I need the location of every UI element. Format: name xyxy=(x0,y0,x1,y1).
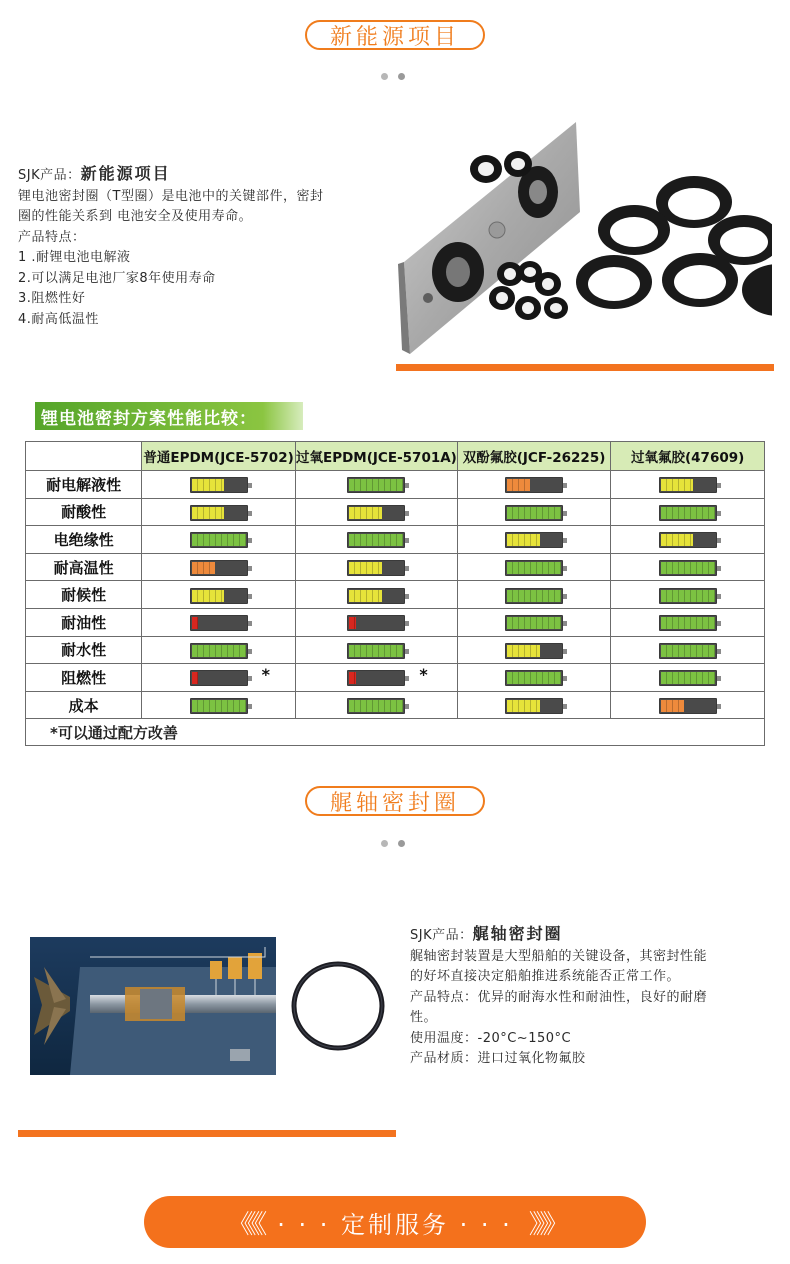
dot xyxy=(381,73,388,80)
description-line: 产品特点：优异的耐海水性和耐油性，良好的耐磨 xyxy=(410,989,708,1005)
rating-wrap xyxy=(659,530,717,549)
rating-wrap xyxy=(347,502,405,521)
rating-wrap xyxy=(505,585,563,604)
battery-level-fill xyxy=(661,700,684,712)
row-label: 耐油性 xyxy=(26,608,142,636)
rating-wrap xyxy=(659,475,717,494)
section-divider-dots xyxy=(381,840,405,847)
rating-wrap xyxy=(505,640,563,659)
rating-cell xyxy=(457,581,610,609)
rating-wrap xyxy=(505,613,563,632)
product-heading xyxy=(410,924,770,947)
battery-level-fill xyxy=(661,507,715,519)
row-label: 耐候性 xyxy=(26,581,142,609)
new-energy-description xyxy=(18,164,393,330)
table-row xyxy=(26,471,765,499)
rating-cell xyxy=(611,553,765,581)
battery-icon xyxy=(505,698,563,714)
row-label: 成本 xyxy=(26,691,142,719)
rating-cell xyxy=(611,526,765,554)
rating-wrap xyxy=(347,640,405,659)
rating-wrap xyxy=(347,585,405,604)
table-header-row xyxy=(26,442,765,471)
column-header: 普通EPDM(JCE-5702) xyxy=(142,442,296,471)
rating-cell xyxy=(457,691,610,719)
battery-level-fill xyxy=(661,479,694,491)
feature-item: 3.阻燃性好 xyxy=(18,291,86,306)
product-heading xyxy=(18,164,393,187)
rating-wrap xyxy=(347,558,405,577)
battery-level-fill xyxy=(349,507,382,519)
rating-cell xyxy=(142,664,296,692)
dot xyxy=(398,840,405,847)
battery-icon xyxy=(505,560,563,576)
battery-icon xyxy=(347,477,405,493)
battery-icon xyxy=(347,670,405,686)
stern-shaft-description xyxy=(410,924,770,1070)
rating-cell xyxy=(142,471,296,499)
rating-cell xyxy=(295,664,457,692)
rating-wrap xyxy=(659,668,717,687)
battery-level-fill xyxy=(192,700,246,712)
orange-divider xyxy=(396,364,774,371)
column-header: 过氧EPDM(JCE-5701A) xyxy=(295,442,457,471)
battery-level-fill xyxy=(661,534,694,546)
footnote-star: * xyxy=(419,664,428,684)
rating-cell xyxy=(142,498,296,526)
battery-level-fill xyxy=(349,617,355,629)
rating-wrap xyxy=(659,558,717,577)
rating-wrap xyxy=(659,613,717,632)
table-row xyxy=(26,581,765,609)
rating-cell xyxy=(295,471,457,499)
rating-wrap xyxy=(190,613,248,632)
battery-icon xyxy=(659,643,717,659)
battery-level-fill xyxy=(192,479,225,491)
row-label: 耐高温性 xyxy=(26,553,142,581)
rating-wrap xyxy=(505,696,563,715)
feature-item: 2.可以满足电池厂家8年使用寿命 xyxy=(18,270,216,286)
battery-level-fill xyxy=(349,645,403,657)
rating-wrap xyxy=(347,475,405,494)
section-title-stern-shaft: 艉轴密封圈 xyxy=(305,786,485,816)
battery-icon xyxy=(347,532,405,548)
rating-wrap xyxy=(190,696,248,715)
battery-level-fill xyxy=(349,534,403,546)
table-row xyxy=(26,691,765,719)
description-line: 圈的性能关系到 电池安全及使用寿命。 xyxy=(18,209,253,224)
battery-level-fill xyxy=(661,590,715,602)
battery-level-fill xyxy=(507,617,561,629)
battery-icon xyxy=(190,643,248,659)
comparison-banner: 锂电池密封方案性能比较： xyxy=(35,402,303,430)
o-ring-image xyxy=(290,960,386,1052)
battery-icon xyxy=(505,615,563,631)
battery-level-fill xyxy=(507,562,561,574)
battery-level-fill xyxy=(507,672,561,684)
battery-icon xyxy=(505,588,563,604)
table-row xyxy=(26,608,765,636)
rating-cell xyxy=(457,471,610,499)
rating-cell xyxy=(295,691,457,719)
battery-icon xyxy=(659,560,717,576)
rating-wrap xyxy=(659,640,717,659)
battery-icon xyxy=(190,670,248,686)
rating-cell xyxy=(457,664,610,692)
rating-cell xyxy=(142,553,296,581)
battery-icon xyxy=(347,615,405,631)
feature-item: 4.耐高低温性 xyxy=(18,311,99,327)
material-line: 产品材质：进口过氧化物氟胶 xyxy=(410,1051,586,1066)
rating-cell xyxy=(295,526,457,554)
rating-wrap xyxy=(190,664,270,687)
rating-wrap xyxy=(347,664,428,687)
battery-level-fill xyxy=(349,590,382,602)
description-line: 锂电池密封圈（T型圈）是电池中的关键部件，密封 xyxy=(18,188,324,204)
table-row xyxy=(26,526,765,554)
row-label: 耐水性 xyxy=(26,636,142,664)
row-label: 电绝缘性 xyxy=(26,526,142,554)
battery-level-fill xyxy=(192,562,215,574)
rating-wrap xyxy=(347,696,405,715)
battery-level-fill xyxy=(349,672,355,684)
battery-level-fill xyxy=(507,507,561,519)
rating-cell xyxy=(457,608,610,636)
rating-wrap xyxy=(659,585,717,604)
battery-icon xyxy=(505,477,563,493)
dot xyxy=(381,840,388,847)
rating-cell xyxy=(295,553,457,581)
battery-icon xyxy=(505,643,563,659)
battery-icon xyxy=(190,505,248,521)
rating-cell xyxy=(142,581,296,609)
rating-cell xyxy=(457,526,610,554)
battery-level-fill xyxy=(192,534,246,546)
battery-icon xyxy=(659,588,717,604)
battery-level-fill xyxy=(192,645,246,657)
battery-icon xyxy=(190,615,248,631)
battery-icon xyxy=(190,532,248,548)
row-label: 耐酸性 xyxy=(26,498,142,526)
rating-cell xyxy=(611,636,765,664)
battery-icon xyxy=(347,505,405,521)
rating-wrap xyxy=(347,613,405,632)
rating-wrap xyxy=(505,558,563,577)
battery-icon xyxy=(659,670,717,686)
rating-cell xyxy=(142,608,296,636)
table-footnote: *可以通过配方改善 xyxy=(26,719,765,746)
rating-wrap xyxy=(190,475,248,494)
footnote-star: * xyxy=(261,664,270,684)
features-label: 产品特点： xyxy=(18,229,86,245)
battery-icon xyxy=(347,698,405,714)
row-label: 耐电解液性 xyxy=(26,471,142,499)
table-row xyxy=(26,553,765,581)
rating-cell xyxy=(611,608,765,636)
column-header: 双酚氟胶(JCF-26225) xyxy=(457,442,610,471)
battery-level-fill xyxy=(192,590,225,602)
row-label: 阻燃性 xyxy=(26,664,142,692)
product-name: 艉轴密封圈 xyxy=(472,924,563,943)
stern-shaft-schematic xyxy=(30,937,276,1075)
battery-icon xyxy=(190,477,248,493)
rating-wrap xyxy=(190,585,248,604)
description-line: 性。 xyxy=(410,1010,438,1025)
battery-icon xyxy=(190,588,248,604)
rating-wrap xyxy=(190,558,248,577)
rating-cell xyxy=(295,608,457,636)
custom-service-label-group xyxy=(227,1204,563,1241)
rating-wrap xyxy=(347,530,405,549)
battery-level-fill xyxy=(507,645,540,657)
battery-level-fill xyxy=(507,479,530,491)
rating-cell xyxy=(457,498,610,526)
comparison-table xyxy=(25,441,765,746)
rating-cell xyxy=(611,581,765,609)
section-title-new-energy: 新能源项目 xyxy=(305,20,485,50)
right-chevrons-icon: 》》》 xyxy=(528,1209,563,1240)
orange-divider xyxy=(18,1130,396,1137)
battery-icon xyxy=(659,615,717,631)
rating-wrap xyxy=(505,502,563,521)
battery-level-fill xyxy=(192,507,225,519)
table-row xyxy=(26,636,765,664)
rating-wrap xyxy=(190,502,248,521)
rating-wrap xyxy=(190,640,248,659)
battery-level-fill xyxy=(349,479,403,491)
battery-icon xyxy=(505,505,563,521)
table-row xyxy=(26,664,765,692)
rating-cell xyxy=(295,636,457,664)
battery-level-fill xyxy=(192,672,198,684)
table-note-row xyxy=(26,719,765,746)
battery-level-fill xyxy=(661,672,715,684)
description-line: 的好坏直接决定船舶推进系统能否正常工作。 xyxy=(410,969,681,984)
battery-icon xyxy=(505,532,563,548)
table-row xyxy=(26,498,765,526)
column-header: 过氧氟胶(47609) xyxy=(611,442,765,471)
rating-cell xyxy=(142,526,296,554)
battery-level-fill xyxy=(661,645,715,657)
battery-icon xyxy=(659,477,717,493)
rating-wrap xyxy=(505,668,563,687)
battery-level-fill xyxy=(507,590,561,602)
product-name: 新能源项目 xyxy=(80,164,171,183)
battery-icon xyxy=(190,698,248,714)
table-body xyxy=(26,471,765,746)
battery-icon xyxy=(190,560,248,576)
rating-cell xyxy=(457,553,610,581)
rating-cell xyxy=(611,691,765,719)
table-corner xyxy=(26,442,142,471)
battery-level-fill xyxy=(349,700,403,712)
battery-level-fill xyxy=(349,562,382,574)
rating-cell xyxy=(142,636,296,664)
stern-shaft-illustration xyxy=(30,937,276,1075)
custom-service-label: · · · 定制服务 · · · xyxy=(277,1210,513,1239)
description-line: 艉轴密封装置是大型船舶的关键设备，其密封性能 xyxy=(410,948,708,964)
dot xyxy=(398,73,405,80)
battery-icon xyxy=(659,505,717,521)
rating-wrap xyxy=(505,530,563,549)
product-prefix: SJK产品： xyxy=(18,168,81,183)
rating-wrap xyxy=(659,696,717,715)
battery-icon xyxy=(659,698,717,714)
battery-level-fill xyxy=(507,534,540,546)
battery-level-fill xyxy=(661,562,715,574)
battery-icon xyxy=(347,643,405,659)
battery-seal-illustration xyxy=(398,122,772,357)
battery-icon xyxy=(505,670,563,686)
rating-cell xyxy=(457,636,610,664)
battery-icon xyxy=(659,532,717,548)
battery-level-fill xyxy=(507,700,540,712)
rating-cell xyxy=(611,498,765,526)
temperature-line: 使用温度：-20°C~150°C xyxy=(410,1030,572,1046)
battery-seal-photo xyxy=(398,122,772,357)
battery-level-fill xyxy=(661,617,715,629)
rating-wrap xyxy=(659,502,717,521)
rating-wrap xyxy=(505,475,563,494)
left-chevrons-icon: 《《《 xyxy=(227,1209,262,1240)
battery-icon xyxy=(347,560,405,576)
battery-level-fill xyxy=(192,617,198,629)
battery-icon xyxy=(347,588,405,604)
rating-cell xyxy=(295,581,457,609)
rating-cell xyxy=(611,471,765,499)
rating-wrap xyxy=(190,530,248,549)
custom-service-button[interactable] xyxy=(144,1196,646,1248)
rating-cell xyxy=(295,498,457,526)
feature-item: 1 .耐锂电池电解液 xyxy=(18,250,131,265)
rating-cell xyxy=(142,691,296,719)
rating-cell xyxy=(611,664,765,692)
product-prefix: SJK产品： xyxy=(410,928,473,943)
section-divider-dots xyxy=(381,73,405,80)
